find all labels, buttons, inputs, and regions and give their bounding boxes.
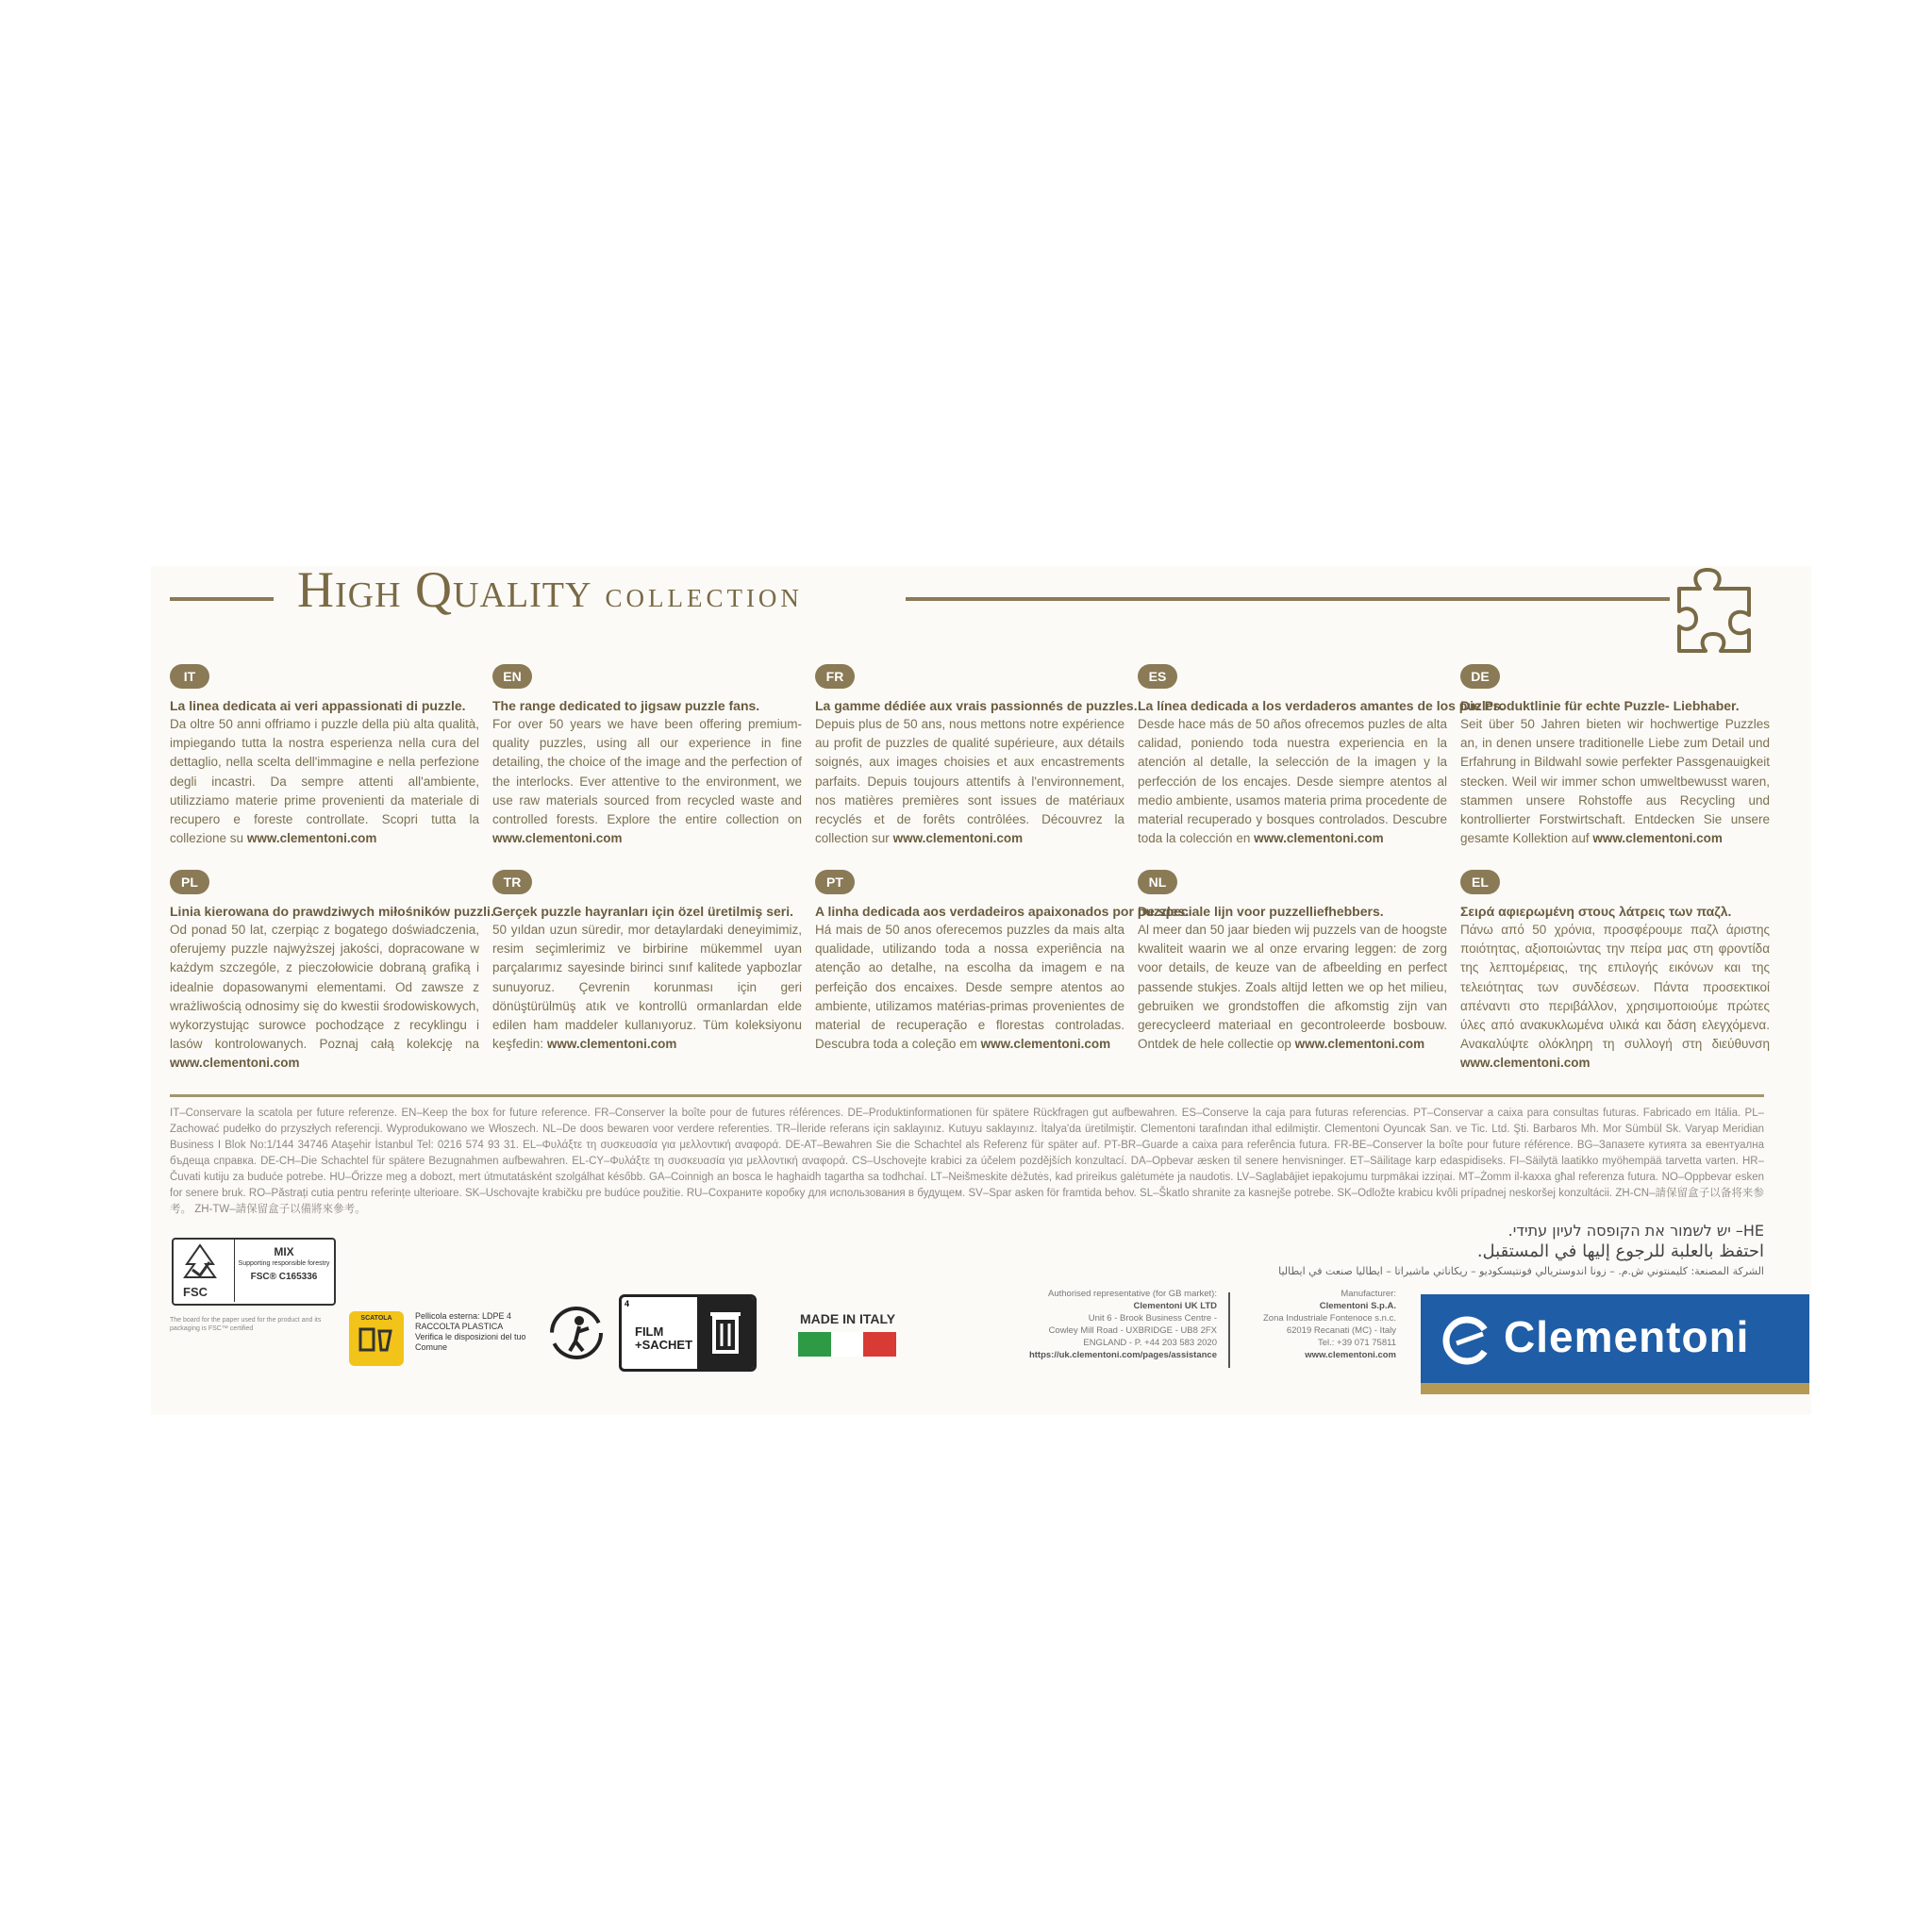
brand-gold-strip [1421, 1383, 1809, 1394]
arabic-manufacturer-line: الشركة المصنعة: كليمنتوني ش.م. – زونا اندوستريالي فونتيسكوديو – ريكاناتي ماشيراتا – ايطاليا صنعت في ايطاليا [1278, 1265, 1764, 1277]
fsc-mix: MIX [274, 1245, 294, 1258]
flag-red [863, 1332, 896, 1357]
lang-body-text: Od ponad 50 lat, czerpiąc z bogatego doświadczenia, oferujemy puzzle najwyższej jakości, dopracowane w każdym szczególe, z pieczołowicie dobraną grafiką i idealnie dopasowanymi elementami. Od zawsze z wrażliwością odnosimy się do kwestii środowiskowych, wykorzystując surowce pochodzące z recyklingu i lasów kontrolowanych. Poznaj całą kolekcję na [170, 923, 479, 1052]
man-line2: 62019 Recanati (MC) - Italy [1286, 1325, 1396, 1336]
man-url: www.clementoni.com [1305, 1350, 1396, 1360]
lang-badge: PL [170, 870, 209, 894]
lang-body [170, 715, 479, 848]
rep-line1: Unit 6 - Brook Business Centre - [1088, 1313, 1217, 1324]
lang-url: www.clementoni.com [170, 1056, 300, 1071]
clementoni-logo [1421, 1294, 1809, 1394]
lang-url: www.clementoni.com [1294, 1037, 1425, 1052]
title-collection: collection [605, 575, 803, 615]
man-line1: Zona Industriale Fontenoce s.n.c. [1263, 1313, 1396, 1324]
lang-url: www.clementoni.com [892, 831, 1024, 846]
film-sachet-label [619, 1294, 757, 1372]
recycle-bin-icon [349, 1322, 404, 1359]
lang-body [170, 921, 479, 1074]
lang-body-text: 50 yıldan uzun süredir, mor detaylardaki deneyimimiz, resim seçimlerimiz ve birbirine mükemmel uyan parçalarımız sayesinde birinci sınıf kalitede yapbozlar sunuyoruz. Çevrenin korunması için geri dönüştürülmüş atık ve kontrollü ormanlardan elde edilen ham maddeler kullanıyoruz. Tüm koleksiyonu keşfedin: [492, 923, 802, 1052]
lang-badge: PT [815, 870, 855, 894]
lang-block-de [1460, 664, 1770, 848]
lang-block-es [1138, 664, 1505, 848]
lang-heading: Gerçek puzzle hayranları için özel üretilmiş seri. [492, 904, 794, 919]
lang-badge: IT [170, 664, 209, 689]
lang-body [1138, 921, 1447, 1054]
manufacturer-address [1238, 1288, 1396, 1361]
lang-url: www.clementoni.com [246, 831, 377, 846]
fsc-info [234, 1240, 333, 1302]
lang-body-text: Seit über 50 Jahren bieten wir hochwertige Puzzles an, in denen unsere traditionelle Liebe zum Detail und Erfahrung in Bildwahl sowie perfekter Passgenauigkeit stecken. Weil wir immer schon umweltbewusst waren, stammen unsere Rohstoffe aus Recycling und kontrollierter Forstwirtschaft. Entdecken Sie unsere gesamte Kollektion auf [1460, 717, 1770, 846]
fsc-code: FSC® C165336 [250, 1272, 318, 1282]
lang-block-nl [1138, 870, 1447, 1054]
film-line2: +SACHET [635, 1338, 693, 1352]
lang-block-el [1460, 870, 1770, 1074]
lang-badge: ES [1138, 664, 1177, 689]
man-company: Clementoni S.p.A. [1319, 1301, 1396, 1311]
fsc-desc: Supporting responsible forestry [238, 1260, 330, 1267]
lang-url: www.clementoni.com [492, 831, 623, 846]
flag-white [831, 1332, 864, 1357]
lang-url: www.clementoni.com [1592, 831, 1723, 846]
box-back-panel [151, 561, 1811, 1415]
lang-badge: DE [1460, 664, 1500, 689]
lang-body [815, 921, 1124, 1054]
hebrew-arabic-notice [1278, 1222, 1764, 1277]
fsc-logo [172, 1238, 336, 1306]
made-in-italy-label: MADE IN ITALY [800, 1311, 896, 1326]
tidyman-recycle-icon [547, 1304, 606, 1362]
puzzle-piece-icon [1672, 553, 1758, 657]
lang-url: www.clementoni.com [546, 1037, 677, 1052]
lang-heading: De speciale lijn voor puzzelliefhebbers. [1138, 904, 1384, 919]
lang-heading: La gamme dédiée aux vrais passionnés de puzzles. [815, 698, 1138, 713]
lang-body [492, 715, 802, 848]
flag-green [798, 1332, 831, 1357]
fsc-label: FSC [183, 1285, 208, 1299]
lang-block-pl [170, 870, 494, 1074]
lang-url: www.clementoni.com [1254, 831, 1384, 846]
clementoni-mark-icon [1441, 1315, 1492, 1366]
lang-body-text: Πάνω από 50 χρόνια, προσφέρουμε παζλ άριστης ποιότητας, αξιοποιώντας την πείρα μας στη φροντίδα της λεπτομέρειας, της επιλογής εικόνων και της τελειότητας των συνδέσεων. Πάντα προσεκτικοί απέναντι στο περιβάλλον, χρησιμοποιούμε πρώτες ύλες από ανακυκλωμένα υλικά και δάση ελεγχόμενα. Ανακαλύψτε ολόκληρη τη συλλογή στη διεύθυνση [1460, 923, 1770, 1052]
brand-name: Clementoni [1504, 1312, 1750, 1361]
rep-heading: Authorised representative (for GB market): [1048, 1289, 1217, 1299]
rep-url: https://uk.clementoni.com/pages/assistance [1028, 1350, 1217, 1360]
film-line1: FILM [635, 1324, 664, 1339]
rep-company: Clementoni UK LTD [1133, 1301, 1217, 1311]
lang-heading: Linia kierowana do prawdziwych miłośników puzzli. [170, 904, 494, 919]
lang-body [1138, 715, 1447, 848]
lang-heading: Σειρά αφιερωμένη στους λάτρεις των παζλ. [1460, 904, 1732, 919]
section-divider [170, 1094, 1764, 1097]
lang-body-text: Al meer dan 50 jaar bieden wij puzzels van de hoogste kwaliteit waarin we al onze ervaring leggen: de zorg voor details, de keuze van de afbeelding en perfect passende stukjes. Zoals altijd letten we op het milieu, gebruiken we grondstoffen die afkomstig zijn van gerecycleerd materiaal en gecontroleerde bosbouw. Ontdek de hele collectie op [1138, 923, 1447, 1052]
recycle-box-icon [349, 1311, 404, 1366]
lang-body-text: Depuis plus de 50 ans, nous mettons notre expérience au profit de puzzles de qualité supérieure, aux détails soignés, aux images choisies et aux encastrements parfaits. Depuis toujours attentifs à l'environnement, nos matières premières sont issues de matériaux recyclés et de forêts contrôlées. Découvrez la collection sur [815, 717, 1124, 846]
lang-heading: La linea dedicata ai veri appassionati di puzzle. [170, 698, 466, 713]
lang-url: www.clementoni.com [1460, 1056, 1591, 1071]
recycle-badge-label: SCATOLA [360, 1315, 392, 1322]
rep-line3: ENGLAND - P. +44 203 583 2020 [1083, 1338, 1217, 1348]
address-separator [1228, 1292, 1230, 1368]
lang-badge: EN [492, 664, 532, 689]
italian-flag-icon [798, 1332, 896, 1357]
rep-line2: Cowley Mill Road - UXBRIDGE - UB8 2FX [1048, 1325, 1217, 1336]
lang-badge: NL [1138, 870, 1177, 894]
lang-body [1460, 921, 1770, 1074]
lang-block-en [492, 664, 802, 848]
man-heading: Manufacturer: [1341, 1289, 1396, 1299]
fsc-note: The board for the paper used for the product and its packaging is FSC™ certified [170, 1317, 322, 1332]
lang-heading: La línea dedicada a los verdaderos amantes de los puzles. [1138, 698, 1505, 713]
multilingual-keep-box-notice: IT–Conservare la scatola per future referenze. EN–Keep the box for future reference. FR–Conserver la boîte pour de futures références. DE–Produktinformationen für spätere Rückfragen gut aufbewahren. ES–Conserve la caja para futuras referencias. PT–Conservar a caixa para consultas futuras. Fabricado em Itália. PL–Zachować pudełko do przyszłych referencji. Wyprodukowano we Włoszech. NL–De doos bewaren voor verdere referenties. TR–İleride referans için saklayınız. Kutuyu saklayınız. İtalya'da üretilmiştir. Clementoni tarafından ithal edilmiştir. Clementoni Oyuncak San. ve Tic. Ltd. Şti. Barbaros Mh. Mor Sümbül Sk. Varyap Meridian Business I Blok No:1/144 34746 Ataşehir İstanbul Tel: 0216 574 93 31. EL–Φυλάξτε τη συσκευασία για μελλοντική αναφορά. DE-AT–Bewahren Sie die Schachtel als Referenz für später auf. PT-BR–Guarde a caixa para referência futura. FR-BE–Conserver la boîte pour future référence. BG–Запазете кутията за евентуална бъдеща справка. DE-CH–Die Schachtel für spätere Bezugnahmen aufbewahren. EL-CY–Φυλάξτε τη συσκευασία για μελλοντική αναφορά. CS–Uschovejte krabici za účelem pozdějších konzultací. DA–Opbevar æsken til senere henvisninger. ET–Säilitage karp edaspidiseks. FI–Säilytä laatikko myöhempää tarvetta varten. HR–Čuvati kutiju za buduće potrebe. HU–Őrizze meg a dobozt, mert útmutatásként szolgálhat később. GA–Coinnigh an bosca le haghaidh tagartha sa todhchaí. LT–Neišmeskite dėžutės, kad prireikus galėtumėte ja naudotis. LV–Saglabājiet iepakojumu turpmākai izziņai. MT–Żomm il-kaxxa għal referenza futura. NO–Oppbevar esken for senere bruk. RO–Păstrați cutia pentru referințe ulterioare. SK–Uschovajte krabičku pre budúce použitie. RU–Сохраните коробку для использования в будущем. SV–Spar asken för framtida behov. SL–Škatlo shranite za kasnejše potrebe. SK–Odložte krabicu kvôli prípadnej neskoršej konzultácii. ZH-CN–請保留盒子以备将来参考。 ZH-TW–請保留盒子以備將來參考。 [170, 1108, 1764, 1215]
man-line3: Tel.: +39 071 75811 [1317, 1338, 1396, 1348]
lang-badge: TR [492, 870, 532, 894]
lang-body [815, 715, 1124, 848]
fsc-tree-icon [179, 1243, 221, 1283]
hebrew-line: HE– יש לשמור את הקופסה לעיון עתידי. [1507, 1222, 1764, 1240]
lang-body-text: Há mais de 50 anos oferecemos puzzles da mais alta qualidade, utilizando toda a nossa experiência na atenção ao detalhe, na escolha da imagem e na perfeição dos encaixes. Desde sempre atentos ao ambiente, utilizamos matérias-primas provenientes de material de recuperação e florestas controladas. Descubra toda a coleção em [815, 923, 1124, 1052]
arabic-line: احتفظ بالعلبة للرجوع إليها في المستقبل. [1476, 1241, 1764, 1261]
film-text [635, 1325, 692, 1352]
lang-heading: A linha dedicada aos verdadeiros apaixonados por puzzles. [815, 904, 1190, 919]
lang-body-text: Da oltre 50 anni offriamo i puzzle della più alta qualità, impiegando tutta la nostra esperienza nella cura del dettaglio, nella scelta dell'immagine e nella perfezione degli incastri. Da sempre attenti all'ambiente, utilizziamo materie prime provenienti da materiale di recupero e foreste controllate. Scopri tutta la collezione su [170, 717, 479, 846]
lang-block-it [170, 664, 479, 848]
title-high-quality: High Quality [297, 561, 592, 618]
gb-representative-address [962, 1288, 1217, 1361]
lang-body-text: Desde hace más de 50 años ofrecemos puzles de alta calidad, poniendo toda nuestra experiencia en la atención al detalle, la selección de la imagen y la perfección de los encajes. Desde siempre atentos al medio ambiente, usamos materia prima procedente de material recuperado y bosques controlados. Descubre toda la colección en [1138, 717, 1447, 846]
lang-block-fr [815, 664, 1138, 848]
lang-badge: FR [815, 664, 855, 689]
lang-body [492, 921, 802, 1054]
film-number: 4 [625, 1299, 630, 1308]
lang-badge: EL [1460, 870, 1500, 894]
lang-url: www.clementoni.com [980, 1037, 1111, 1052]
lang-body [1460, 715, 1770, 848]
header-rule-left [170, 597, 274, 601]
collection-title [297, 560, 803, 619]
header-rule-right [906, 597, 1670, 601]
lang-block-tr [492, 870, 802, 1054]
lang-heading: Die Produktlinie für echte Puzzle- Liebhaber. [1460, 698, 1740, 713]
trash-bin-icon [697, 1297, 754, 1369]
recycle-note: Pellicola esterna: LDPE 4 RACCOLTA PLASTICA Verifica le disposizioni del tuo Comune [415, 1311, 526, 1352]
lang-body-text: For over 50 years we have been offering premium-quality puzzles, using all our experience in fine detailing, the choice of the image and the perfection of the interlocks. Ever attentive to the environment, we use raw materials sourced from recycled waste and controlled forests. Explore the entire collection on [492, 717, 802, 827]
lang-heading: The range dedicated to jigsaw puzzle fans. [492, 698, 760, 713]
